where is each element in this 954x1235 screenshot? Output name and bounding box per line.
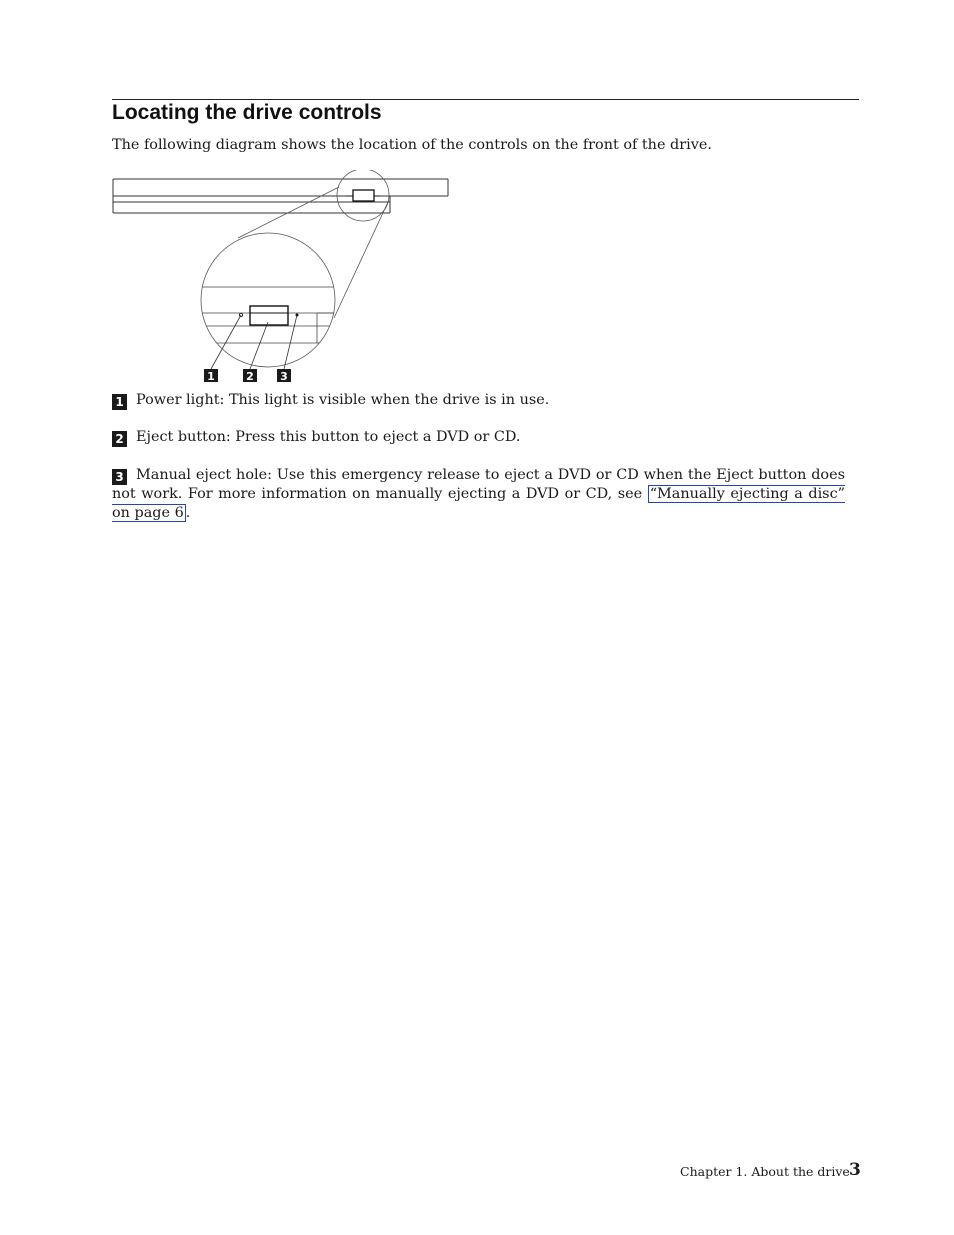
item-number-badge: 3 xyxy=(112,469,127,485)
small-eject-button xyxy=(353,190,374,201)
header-rule xyxy=(112,99,859,100)
drive-controls-diagram xyxy=(110,170,455,386)
item-eject-button xyxy=(112,428,845,447)
item-manual-eject-hole xyxy=(112,466,845,522)
diagram-label-2: 2 xyxy=(246,370,254,383)
item-power-light xyxy=(112,391,845,410)
item-number-badge: 1 xyxy=(112,394,127,410)
item-text: Power light: This light is visible when the drive is in use. xyxy=(136,392,550,408)
manually-ejecting-link[interactable]: “Manually ejecting a disc” on page 6 xyxy=(112,486,845,521)
item-number-badge: 2 xyxy=(112,431,127,447)
intro-paragraph: The following diagram shows the location of the controls on the front of the drive. xyxy=(112,137,712,153)
zoom-detail-circle xyxy=(201,233,335,367)
drive-front-panel xyxy=(113,179,448,213)
section-title: Locating the drive controls xyxy=(112,101,382,124)
footer-chapter: Chapter 1. About the drive xyxy=(680,1164,850,1179)
zoom-line-right xyxy=(334,202,388,318)
diagram-label-1: 1 xyxy=(207,370,215,383)
page-number: 3 xyxy=(849,1160,861,1180)
item-text-end: . xyxy=(185,504,191,521)
item-text: Manual eject hole: Use this emergency release to eject a DVD or CD when the Eject button does not work. For more information on manually ejecting a DVD or CD, see xyxy=(112,467,845,502)
diagram-label-3: 3 xyxy=(280,370,288,383)
detail-eject-button xyxy=(250,306,288,325)
item-text: Eject button: Press this button to eject a DVD or CD. xyxy=(136,429,521,445)
